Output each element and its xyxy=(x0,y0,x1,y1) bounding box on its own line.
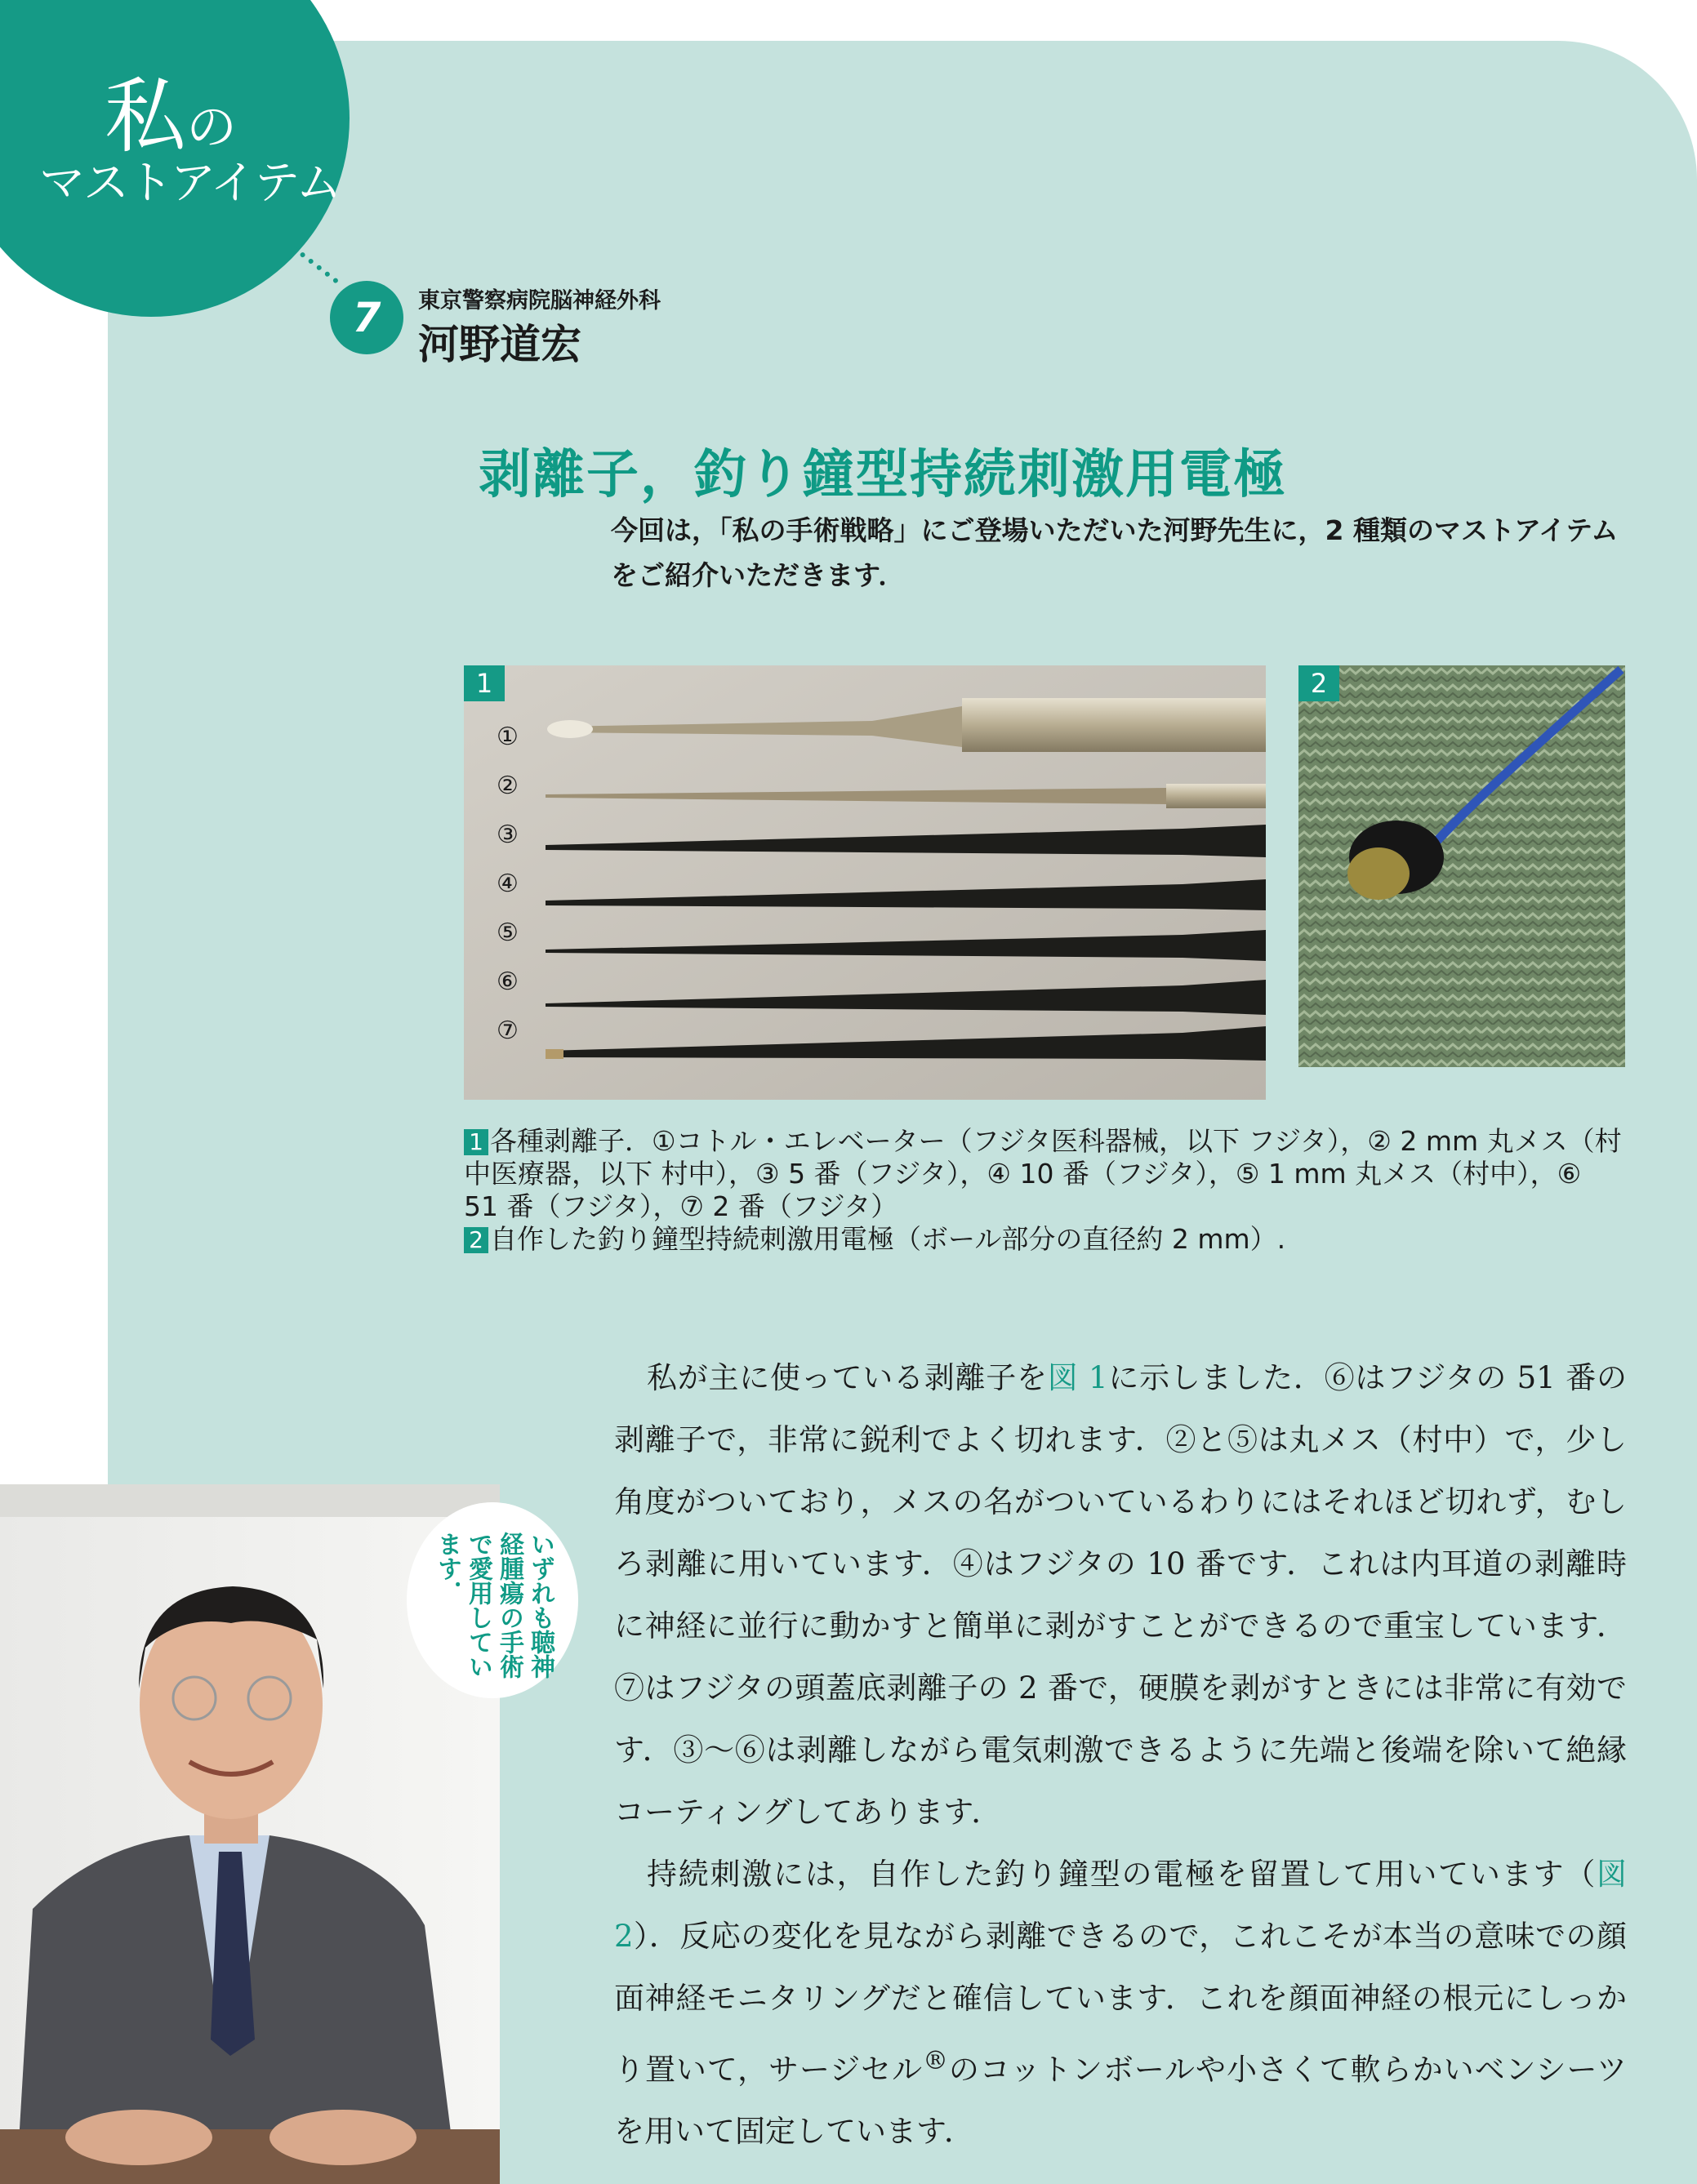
dissectors-illustration xyxy=(464,665,1266,1100)
speech-bubble-text: いずれも聴神経腫瘍の手術で愛用しています． xyxy=(433,1532,555,1679)
label-5: ⑤ xyxy=(497,919,519,947)
electrode-illustration xyxy=(1298,665,1625,1067)
author-affiliation: 東京警察病院脳神経外科 xyxy=(418,288,661,314)
label-2: ② xyxy=(497,772,519,800)
label-7: ⑦ xyxy=(497,1016,519,1045)
article-title: 剥離子，釣り鐘型持続刺激用電極 xyxy=(479,445,1287,505)
figure-2-tag: 2 xyxy=(1298,665,1339,701)
intro-text: 今回は，「私の手術戦略」にご登場いただいた河野先生に，2 種類のマストアイテムをご紹介いただきます． xyxy=(611,514,1619,591)
caption-2-text: 自作した釣り鐘型持続刺激用電極（ボール部分の直径約 2 mm）. xyxy=(490,1223,1286,1255)
p2-text-b: ）．反応の変化を見ながら剥離できるので，これこそが本当の意味での顔面神経モニタリングだと確信しています．これを顔面神経の根元にしっかり置いて，サージセル xyxy=(614,1919,1627,2088)
logo-subtitle: マストアイテム xyxy=(39,157,341,210)
figure-1-tag: 1 xyxy=(464,665,505,701)
p1-text-a: 私が主に使っている剥離子を xyxy=(647,1360,1048,1395)
logo-no: の xyxy=(186,97,238,157)
caption-1 xyxy=(464,1125,1624,1223)
label-1: ① xyxy=(497,723,519,751)
caption-1-text: 各種剥離子．①コトル・エレベーター（フジタ医科器械，以下 フジタ），② 2 mm 丸メス（村中医療器，以下 村中），③ 5 番（フジタ），④ 10 番（フジタ），⑤ 1 mm 丸メス（村中），⑥ 51 番（フジタ），⑦ 2 番（フジタ） xyxy=(464,1125,1622,1222)
p2-text-c: のコットンボールや小さくて軟らかいベンシーツを用いて固定しています． xyxy=(614,2052,1627,2150)
label-3: ③ xyxy=(497,821,519,849)
p2-text-a: 持続刺激には，自作した釣り鐘型の電極を留置して用いています（ xyxy=(647,1857,1597,1892)
body-paragraph-2 xyxy=(614,1844,1627,2163)
instrument-number-labels xyxy=(497,713,519,1056)
caption-2 xyxy=(464,1223,1624,1256)
article-body xyxy=(614,1347,1627,2163)
figure-captions xyxy=(464,1125,1624,1256)
figure-2-photo xyxy=(1298,665,1625,1067)
label-4: ④ xyxy=(497,870,519,898)
p1-text-b: に示しました．⑥はフジタの 51 番の剥離子で，非常に鋭利でよく切れます．②と⑤は丸メス（村中）で，少し角度がついており，メスの名がついているわりにはそれほど切れず，むしろ剥離に用いています．④はフジタの 10 番です．これは内耳道の剥離時に神経に並行に動かすと簡単に剥がすことができるので重宝しています．⑦はフジタの頭蓋底剥離子の 2 番で，硬膜を剥がすときには非常に有効です．③～⑥は剥離しながら電気刺激できるように先端と後端を除いて絶縁コーティングしてあります． xyxy=(614,1360,1627,1830)
series-number-badge: 7 xyxy=(330,281,403,354)
figure-1-reference: 図 1 xyxy=(1047,1360,1108,1395)
logo-kanji: 私 xyxy=(105,69,186,164)
registered-mark: ® xyxy=(923,2046,948,2075)
caption-1-number: 1 xyxy=(464,1129,488,1155)
label-6: ⑥ xyxy=(497,967,519,996)
figure-2-reference: 図 2 xyxy=(614,1857,1627,1954)
author-name: 河野道宏 xyxy=(418,321,581,368)
body-paragraph-1 xyxy=(614,1347,1627,1844)
caption-2-number: 2 xyxy=(464,1227,488,1253)
figure-1-photo xyxy=(464,665,1266,1100)
